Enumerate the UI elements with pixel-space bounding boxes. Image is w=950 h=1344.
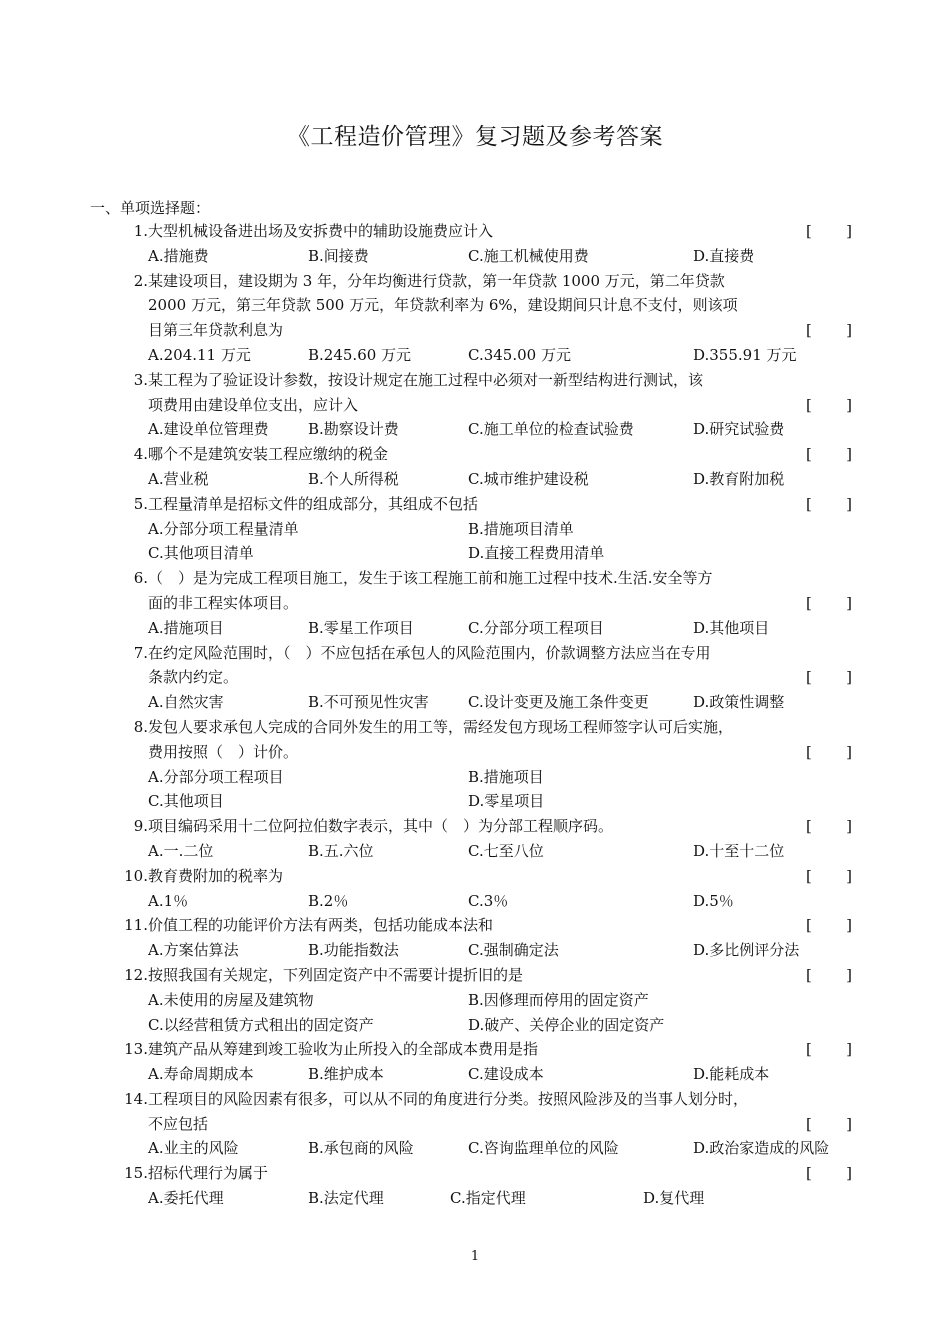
- answer-option: C.设计变更及施工条件变更: [468, 693, 649, 712]
- question-text: 条款内约定。: [148, 668, 239, 687]
- question-line: [0, 963, 950, 988]
- answer-option: A.分部分项工程项目: [148, 767, 284, 786]
- question-number: 3.: [133, 370, 148, 389]
- answer-option: A.204.11 万元: [148, 345, 251, 364]
- bracket-open: [: [806, 965, 812, 984]
- options-row: [0, 467, 950, 492]
- question-number: 11.: [124, 916, 148, 935]
- answer-option: A.方案估算法: [148, 941, 239, 960]
- question-number: 6.: [133, 569, 148, 588]
- question-line: [0, 665, 950, 690]
- question-text: 项费用由建设单位支出，应计入: [148, 395, 359, 414]
- bracket-close: ]: [846, 916, 852, 935]
- bracket-open: [: [806, 222, 812, 240]
- answer-option: C.分部分项工程项目: [468, 618, 604, 637]
- question-number: 10.: [124, 866, 148, 885]
- question-text: 发包人要求承包人完成的合同外发生的用工等，需经发包方现场工程师签字认可后实施，: [148, 717, 734, 736]
- options-row: [0, 1062, 950, 1087]
- question-line: [0, 442, 950, 467]
- question-number: 13.: [124, 1040, 148, 1059]
- bracket-close: ]: [846, 222, 852, 240]
- options-row: [0, 938, 950, 963]
- question-line: [0, 318, 950, 343]
- bracket-open: [: [806, 866, 812, 885]
- answer-option: B.勘察设计费: [308, 420, 399, 439]
- answer-option: B.五.六位: [308, 841, 374, 860]
- answer-option: C.其他项目: [148, 792, 224, 811]
- options-row: [0, 1186, 950, 1211]
- question-text: 工程项目的风险因素有很多，可以从不同的角度进行分类。按照风险涉及的当事人划分时，: [148, 1089, 749, 1108]
- question-text: 哪个不是建筑安装工程应缴纳的税金: [148, 445, 389, 464]
- options-row: [0, 789, 950, 814]
- bracket-close: ]: [846, 395, 852, 414]
- answer-option: D.破产、关停企业的固定资产: [468, 1015, 665, 1034]
- answer-option: C.施工单位的检查试验费: [468, 420, 634, 439]
- options-row: [0, 517, 950, 542]
- question-text: 招标代理行为属于: [148, 1164, 269, 1183]
- question-line: [0, 219, 950, 244]
- question-list: [0, 219, 950, 1211]
- answer-option: A.营业税: [148, 469, 209, 488]
- question-text: 费用按照（ ）计价。: [148, 742, 299, 761]
- bracket-open: [: [806, 593, 812, 612]
- answer-option: D.5％: [693, 891, 734, 910]
- options-row: [0, 1136, 950, 1161]
- answer-option: D.十至十二位: [693, 841, 785, 860]
- question-number: 8.: [133, 717, 148, 736]
- answer-option: D.教育附加税: [693, 469, 785, 488]
- answer-option: D.其他项目: [693, 618, 770, 637]
- answer-option: B.个人所得税: [308, 469, 399, 488]
- question-text: （ ）是为完成工程项目施工，发生于该工程施工前和施工过程中技术.生活.安全等方: [148, 569, 713, 588]
- answer-option: C.其他项目清单: [148, 544, 254, 563]
- bracket-open: [: [806, 1164, 812, 1183]
- answer-option: B.2％: [308, 891, 349, 910]
- bracket-close: ]: [846, 965, 852, 984]
- bracket-open: [: [806, 668, 812, 687]
- bracket-close: ]: [846, 1114, 852, 1133]
- bracket-close: ]: [846, 866, 852, 885]
- options-row: [0, 988, 950, 1013]
- question-number: 2.: [133, 271, 148, 290]
- answer-option: B.零星工作项目: [308, 618, 414, 637]
- answer-option: D.多比例评分法: [693, 941, 800, 960]
- answer-option: A.未使用的房屋及建筑物: [148, 990, 314, 1009]
- answer-option: A.措施费: [148, 246, 209, 265]
- answer-option: A.分部分项工程量清单: [148, 519, 299, 538]
- answer-option: A.建设单位管理费: [148, 420, 269, 439]
- answer-option: A.委托代理: [148, 1189, 224, 1208]
- options-row: [0, 616, 950, 641]
- answer-option: D.直接费: [693, 246, 755, 265]
- question-number: 5.: [133, 494, 148, 513]
- answer-option: C.咨询监理单位的风险: [468, 1139, 619, 1158]
- question-text: 项目编码采用十二位阿拉伯数字表示，其中（ ）为分部工程顺序码。: [148, 817, 614, 836]
- question-number: 7.: [133, 643, 148, 662]
- answer-option: A.自然灾害: [148, 693, 224, 712]
- answer-option: C.3％: [468, 891, 509, 910]
- bracket-open: [: [806, 1040, 812, 1059]
- document-title: 《工程造价管理》复习题及参考答案: [287, 124, 663, 150]
- question-number: 1.: [133, 222, 148, 240]
- answer-option: B.因修理而停用的固定资产: [468, 990, 649, 1009]
- answer-option: B.承包商的风险: [308, 1139, 414, 1158]
- options-row: [0, 244, 950, 269]
- bracket-open: [: [806, 817, 812, 836]
- bracket-open: [: [806, 916, 812, 935]
- answer-option: B.间接费: [308, 246, 369, 265]
- answer-option: C.指定代理: [450, 1189, 526, 1208]
- options-row: [0, 343, 950, 368]
- question-line: [0, 393, 950, 418]
- page-number: 1: [470, 1249, 480, 1264]
- question-line: [0, 641, 950, 666]
- answer-option: D.直接工程费用清单: [468, 544, 605, 563]
- answer-option: A.业主的风险: [148, 1139, 239, 1158]
- answer-option: A.一.二位: [148, 841, 214, 860]
- bracket-close: ]: [846, 593, 852, 612]
- bracket-open: [: [806, 321, 812, 340]
- answer-option: C.城市维护建设税: [468, 469, 589, 488]
- question-line: [0, 566, 950, 591]
- options-row: [0, 765, 950, 790]
- question-line: [0, 368, 950, 393]
- bracket-close: ]: [846, 321, 852, 340]
- question-line: [0, 1112, 950, 1137]
- options-row: [0, 839, 950, 864]
- answer-option: D.研究试验费: [693, 420, 785, 439]
- answer-option: D.复代理: [643, 1189, 705, 1208]
- answer-option: C.建设成本: [468, 1065, 544, 1084]
- answer-option: D.能耗成本: [693, 1065, 770, 1084]
- options-row: [0, 889, 950, 914]
- bracket-close: ]: [846, 445, 852, 464]
- question-text: 面的非工程实体项目。: [148, 593, 299, 612]
- question-number: 15.: [124, 1164, 148, 1183]
- question-text: 目第三年贷款利息为: [148, 321, 284, 340]
- answer-option: D.零星项目: [468, 792, 545, 811]
- question-text: 某建设项目，建设期为 3 年，分年均衡进行贷款，第一年贷款 1000 万元，第二年贷款: [148, 271, 725, 290]
- question-text: 价值工程的功能评价方法有两类，包括功能成本法和: [148, 916, 494, 935]
- question-line: [0, 293, 950, 318]
- question-line: [0, 269, 950, 294]
- question-line: [0, 591, 950, 616]
- bracket-open: [: [806, 742, 812, 761]
- question-text: 某工程为了验证设计参数，按设计规定在施工过程中必须对一新型结构进行测试，该: [148, 370, 704, 389]
- question-line: [0, 913, 950, 938]
- options-row: [0, 541, 950, 566]
- question-line: [0, 864, 950, 889]
- question-line: [0, 492, 950, 517]
- answer-option: C.以经营租赁方式租出的固定资产: [148, 1015, 374, 1034]
- answer-option: D.政策性调整: [693, 693, 785, 712]
- options-row: [0, 1013, 950, 1038]
- bracket-open: [: [806, 1114, 812, 1133]
- bracket-close: ]: [846, 668, 852, 687]
- question-text: 教育费附加的税率为: [148, 866, 284, 885]
- answer-option: A.1％: [148, 891, 189, 910]
- answer-option: C.强制确定法: [468, 941, 559, 960]
- question-line: [0, 740, 950, 765]
- question-text: 2000 万元，第三年贷款 500 万元，年贷款利率为 6%，建设期间只计息不支付，则该项: [148, 296, 738, 315]
- answer-option: B.措施项目: [468, 767, 544, 786]
- answer-option: B.维护成本: [308, 1065, 384, 1084]
- bracket-open: [: [806, 445, 812, 464]
- question-line: [0, 1087, 950, 1112]
- answer-option: D.355.91 万元: [693, 345, 797, 364]
- bracket-close: ]: [846, 742, 852, 761]
- question-number: 12.: [124, 965, 148, 984]
- bracket-open: [: [806, 395, 812, 414]
- answer-option: B.不可预见性灾害: [308, 693, 429, 712]
- question-line: [0, 715, 950, 740]
- bracket-close: ]: [846, 817, 852, 836]
- question-text: 在约定风险范围时，（ ）不应包括在承包人的风险范围内，价款调整方法应当在专用: [148, 643, 711, 662]
- options-row: [0, 690, 950, 715]
- bracket-open: [: [806, 494, 812, 513]
- question-text: 不应包括: [148, 1114, 209, 1133]
- answer-option: C.七至八位: [468, 841, 544, 860]
- answer-option: B.功能指数法: [308, 941, 399, 960]
- question-text: 建筑产品从筹建到竣工验收为止所投入的全部成本费用是指: [148, 1040, 539, 1059]
- answer-option: A.寿命周期成本: [148, 1065, 254, 1084]
- question-text: 按照我国有关规定，下列固定资产中不需要计提折旧的是: [148, 965, 524, 984]
- options-row: [0, 417, 950, 442]
- question-line: [0, 1037, 950, 1062]
- bracket-close: ]: [846, 1040, 852, 1059]
- bracket-close: ]: [846, 494, 852, 513]
- answer-option: D.政治家造成的风险: [693, 1139, 830, 1158]
- answer-option: A.措施项目: [148, 618, 224, 637]
- question-text: 工程量清单是招标文件的组成部分，其组成不包括: [148, 494, 479, 513]
- question-line: [0, 1161, 950, 1186]
- answer-option: C.345.00 万元: [468, 345, 571, 364]
- section-heading: 一、单项选择题：: [90, 199, 211, 217]
- answer-option: B.法定代理: [308, 1189, 384, 1208]
- question-number: 4.: [133, 445, 148, 464]
- question-number: 14.: [124, 1089, 148, 1108]
- answer-option: C.施工机械使用费: [468, 246, 589, 265]
- bracket-close: ]: [846, 1164, 852, 1183]
- question-number: 9.: [133, 817, 148, 836]
- answer-option: B.措施项目清单: [468, 519, 574, 538]
- question-line: [0, 814, 950, 839]
- question-text: 大型机械设备进出场及安拆费中的辅助设施费应计入: [148, 222, 494, 240]
- answer-option: B.245.60 万元: [308, 345, 412, 364]
